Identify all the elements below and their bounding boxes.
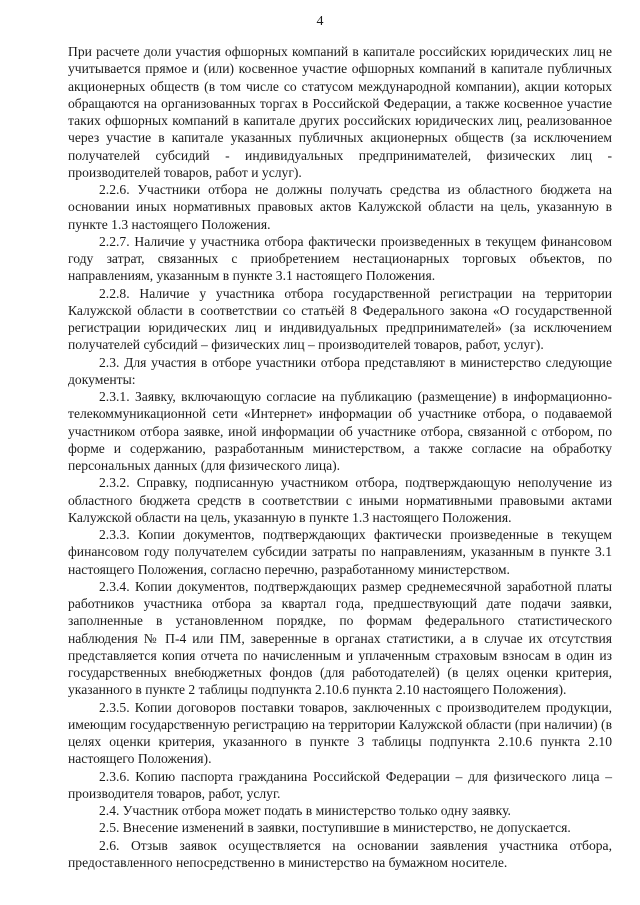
- paragraph-2-3-4: 2.3.4. Копии документов, подтверждающих размер среднемесячной заработной платы работников участника отбора за квартал года, предшествующий дате подачи заявки, заполненные в установленном порядке, по формам федерального статистического наблюдения № П-4 или ПМ, заверенные в органах статистики, а в случае их отсутствия представляется копия отчета по начисленным и уплаченным страховым взносам в один из государственных внебюджетных фондов (для работодателей) (в целях оценки критерия, указанного в пункте 2 таблицы подпункта 2.10.6 пункта 2.10 настоящего Положения).: [68, 578, 612, 698]
- paragraph-2-2-7: 2.2.7. Наличие у участника отбора фактически произведенных в текущем финансовом году затрат, связанных с приобретением нестационарных торговых объектов, по направлениям, указанным в пункте 3.1 настоящего Положения.: [68, 233, 612, 284]
- page-number: 4: [316, 14, 324, 29]
- paragraph-2-2-6: 2.2.6. Участники отбора не должны получать средства из областного бюджета на основании иных нормативных правовых актов Калужской области на цель, указанную в пункте 1.3 настоящего Положения.: [68, 182, 612, 232]
- paragraph-offshore-share: При расчете доли участия офшорных компаний в капитале российских юридических лиц не учитывается прямое и (или) косвенное участие офшорных компаний в капитале публичных акционерных обществ (в том числе со статусом международной компании), акции которых обращаются на организованных торгах в Российской Федерации, а также косвенное участие таких офшорных компаний в капитале других российских юридических лиц, реализованное через участие в капитале указанных публичных акционерных обществ (за исключением получателей субсидий - индивидуальных предпринимателей, физических лиц - производителей товаров, работ и услуг).: [68, 44, 612, 180]
- paragraph-2-5: 2.5. Внесение изменений в заявки, поступившие в министерство, не допускается.: [99, 820, 571, 836]
- paragraph-2-3-1: 2.3.1. Заявку, включающую согласие на публикацию (размещение) в информационно-телекоммуникационной сети «Интернет» информации об участнике отбора, о подаваемой участником отбора заявке, иной информации об участнике отбора, связанной с отбором, по форме и содержанию, разработанным министерством, а также согласие на обработку персональных данных (для физического лица).: [68, 389, 612, 473]
- paragraph-2-3-6: 2.3.6. Копию паспорта гражданина Российской Федерации – для физического лица – производителя товаров, работ, услуг.: [68, 768, 612, 801]
- paragraph-2-3-2: 2.3.2. Справку, подписанную участником отбора, подтверждающую неполучение из областного бюджета средств в соответствии с иными нормативными правовыми актами Калужской области на цель, указанную в пункте 1.3 настоящего Положения.: [68, 475, 612, 525]
- paragraph-2-3: 2.3. Для участия в отборе участники отбора представляют в министерство следующие документы:: [68, 354, 612, 387]
- paragraph-2-3-3: 2.3.3. Копии документов, подтверждающих фактически произведенные в текущем финансовом году получателем субсидии затраты по направлениям, указанным в пункте 3.1 настоящего Положения, согласно перечню, разработанному министерством.: [68, 527, 612, 577]
- document-body: [68, 43, 612, 871]
- paragraph-2-6: 2.6. Отзыв заявок осуществляется на основании заявления участника отбора, предоставленного непосредственно в министерство на бумажном носителе.: [68, 837, 612, 870]
- paragraph-2-3-5: 2.3.5. Копии договоров поставки товаров, заключенных с производителем продукции, имеющим государственную регистрацию на территории Калужской области (при наличии) (в целях оценки критерия, указанного в пункте 3 таблицы подпункта 2.10.6 пункта 2.10 настоящего Положения).: [68, 699, 612, 767]
- paragraph-2-2-8: 2.2.8. Наличие у участника отбора государственной регистрации на территории Калужской области в соответствии со статьёй 8 Федерального закона «О государственной регистрации юридических лиц и индивидуальных предпринимателей» (за исключением получателей субсидий – физических лиц – производителей товаров, работ, услуг).: [68, 285, 612, 353]
- paragraph-2-4: 2.4. Участник отбора может подать в министерство только одну заявку.: [99, 803, 511, 818]
